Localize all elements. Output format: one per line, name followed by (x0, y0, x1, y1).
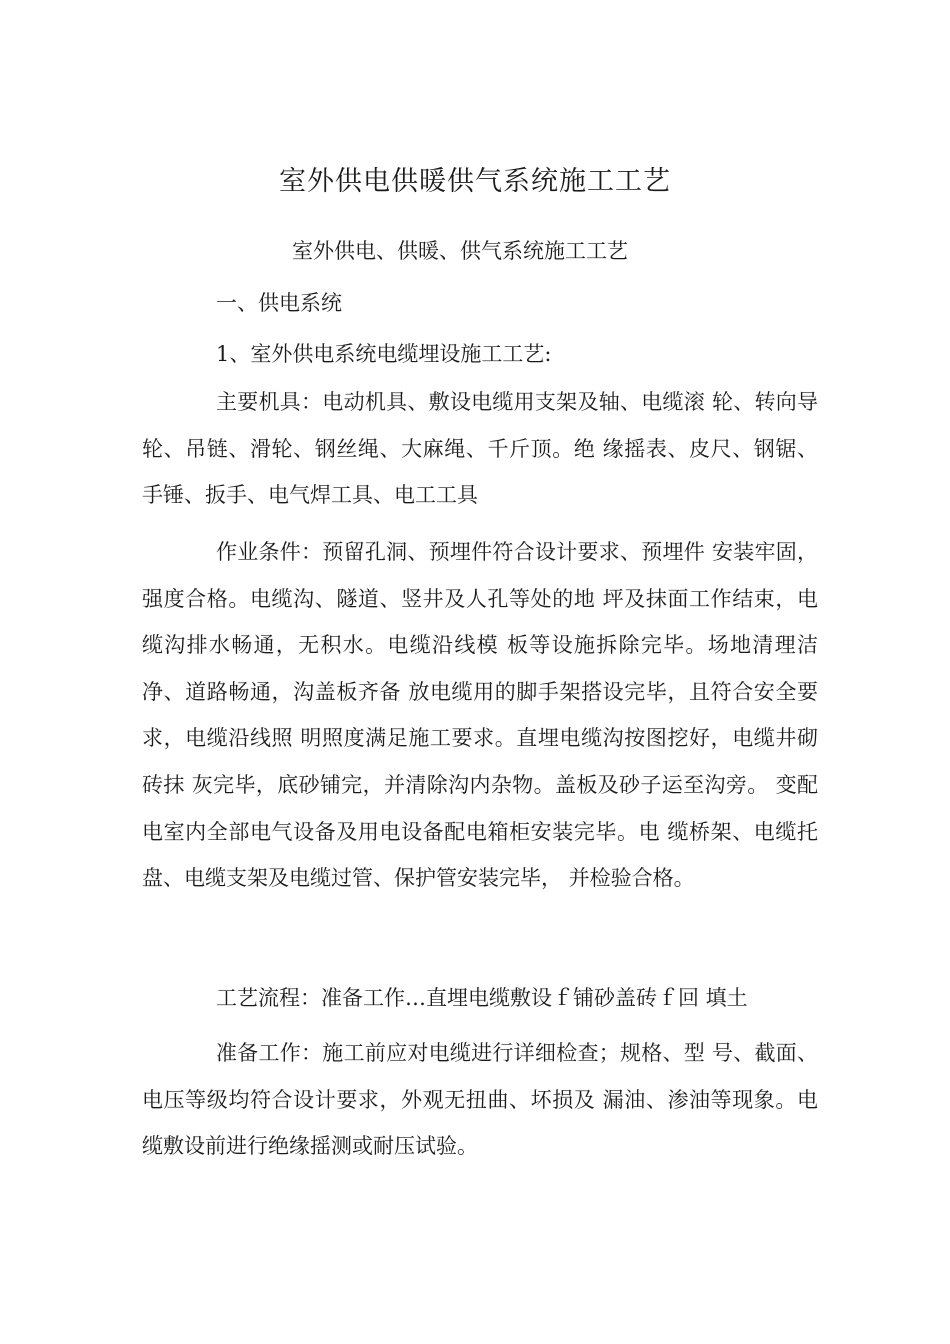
document-title: 室外供电供暖供气系统施工工艺 (279, 166, 671, 197)
document-subtitle: 室外供电、供暖、供气系统施工工艺 (292, 239, 628, 263)
section-heading: 一、供电系统 (216, 291, 342, 315)
paragraph-process: 工艺流程：准备工作…直埋电缆敷设ｆ铺砂盖砖ｆ回 填土 (216, 986, 748, 1010)
paragraph-conditions: 作业条件：预留孔洞、预埋件符合设计要求、预埋件 安装牢固，强度合格。电缆沟、隧道、竖井及人孔等处的地 坪及抹面工作结束，电缆沟排水畅通，无积水。电缆沿线模 板等设施拆除完毕。场地清理洁净、道路畅通，沟盖板齐备 放电缆用的脚手架搭设完毕，且符合安全要求，电缆沿线照 明照度满足施工要求。直埋电缆沟按图挖好，电缆井砌砖抹 灰完毕，底砂铺完，并清除沟内杂物。盖板及砂子运至沟旁。 变配电室内全部电气设备及用电设备配电箱柜安装完毕。电 缆桥架、电缆托盘、电缆支架及电缆过管、保护管安装完毕， 并检验合格。 (142, 540, 818, 891)
subsection-heading: 1、室外供电系统电缆埋设施工工艺: (216, 342, 552, 366)
paragraph-tools: 主要机具：电动机具、敷设电缆用支架及轴、电缆滚 轮、转向导轮、吊链、滑轮、钢丝绳、大麻绳、千斤顶。绝 缘摇表、皮尺、钢锯、手锤、扳手、电气焊工具、电工工具 (142, 390, 818, 508)
paragraph-preparation: 准备工作：施工前应对电缆进行详细检查；规格、型 号、截面、电压等级均符合设计要求，外观无扭曲、坏损及 漏油、渗油等现象。电缆敷设前进行绝缘摇测或耐压试验。 (142, 1041, 818, 1159)
